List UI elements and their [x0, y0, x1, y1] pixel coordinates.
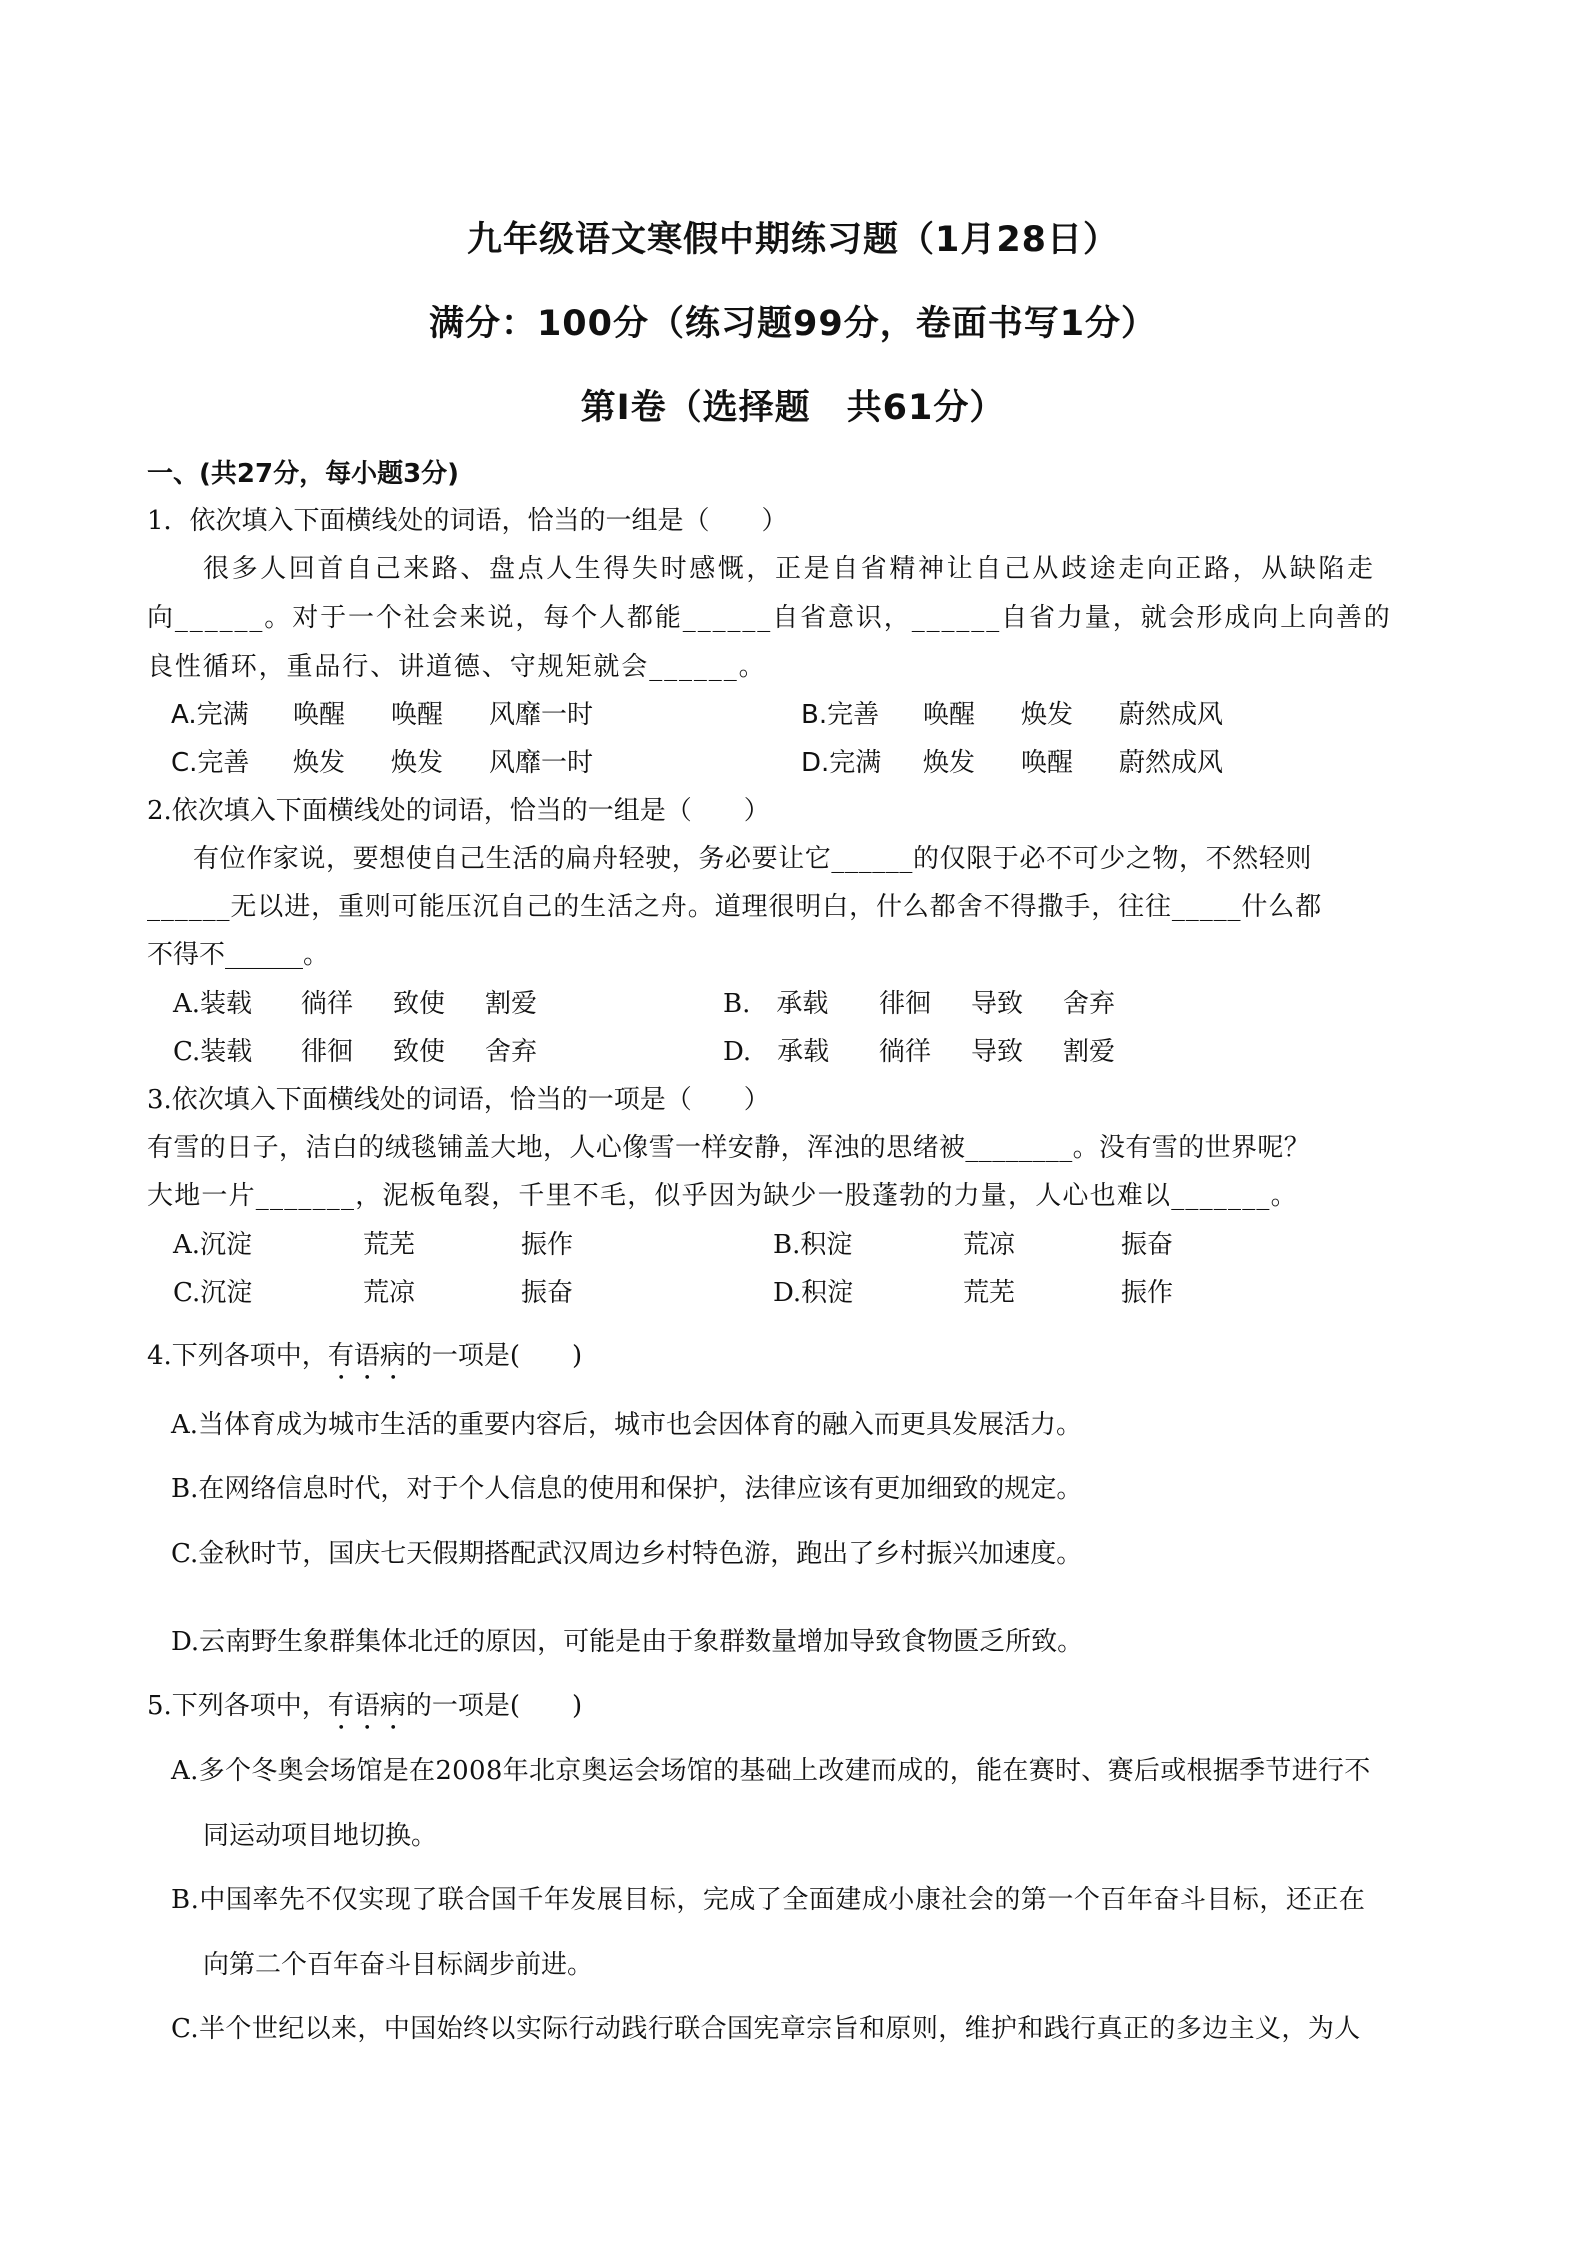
q2-passage-line: ______无以进，重则可能压沉自己的生活之舟。道理很明白，什么都舍不得撒手，往往_____什么都 — [147, 892, 1323, 922]
q1-passage-line: 向______。对于一个社会来说，每个人都能______自省意识，______自省力量，就会形成向上向善的 — [147, 603, 1392, 633]
q4-option-a[interactable]: A.当体育成为城市生活的重要内容后，城市也会因体育的融入而更具发展活力。 — [171, 1410, 1083, 1440]
q2-passage-line: 有位作家说，要想使自己生活的扁舟轻驶，务必要让它______的仅限于必不可少之物，不然轻则 — [193, 844, 1313, 874]
q2-option-c[interactable]: C.装载 徘徊 致使 舍弃 — [173, 1037, 538, 1067]
q1-passage-line: 很多人回首自己来路、盘点人生得失时感慨，正是自省精神让自己从歧途走向正路，从缺陷走 — [203, 554, 1376, 584]
emphasis-text: 有语病 — [327, 1341, 406, 1371]
q1-option-a[interactable]: A.完满 唤醒 唤醒 风靡一时 — [171, 700, 594, 730]
q1-option-b[interactable]: B.完善 唤醒 焕发 蔚然成风 — [801, 700, 1224, 730]
exam-title: 九年级语文寒假中期练习题（1月28日） — [466, 220, 1120, 260]
q3-passage-line: 有雪的日子，洁白的绒毯铺盖大地，人心像雪一样安静，浑浊的思绪被________。没有雪的世界呢？ — [147, 1133, 1311, 1163]
q3-stem: 3.依次填入下面横线处的词语，恰当的一项是（ ） — [147, 1085, 770, 1115]
q5-option-c[interactable]: C.半个世纪以来，中国始终以实际行动践行联合国宪章宗旨和原则，维护和践行真正的多边主义，为人 — [171, 2014, 1361, 2044]
q3-option-a[interactable]: A.沉淀 荒芜 振作 — [173, 1230, 574, 1260]
q2-option-b[interactable]: B. 承载 徘徊 导致 舍弃 — [723, 989, 1116, 1019]
q2-option-a[interactable]: A.装载 徜徉 致使 割爱 — [173, 989, 538, 1019]
q4-option-b[interactable]: B.在网络信息时代，对于个人信息的使用和保护，法律应该有更加细致的规定。 — [171, 1474, 1083, 1504]
q3-passage-line: 大地一片_______，泥板龟裂，千里不毛，似乎因为缺少一股蓬勃的力量，人心也难以_______。 — [147, 1181, 1298, 1211]
q5-stem: 5.下列各项中，有语病的一项是( ) — [147, 1691, 583, 1721]
q4-option-d[interactable]: D.云南野生象群集体北迁的原因，可能是由于象群数量增加导致食物匮乏所致。 — [171, 1627, 1084, 1657]
q3-option-b[interactable]: B.积淀 荒凉 振奋 — [773, 1230, 1174, 1260]
q5-option-a-cont: 同运动项目地切换。 — [203, 1821, 438, 1851]
q5-option-a[interactable]: A.多个冬奥会场馆是在2008年北京奥运会场馆的基础上改建而成的，能在赛时、赛后或根据季节进行不 — [171, 1756, 1371, 1786]
section-heading: 一、(共27分，每小题3分) — [147, 459, 460, 489]
q4-stem: 4.下列各项中，有语病的一项是( ) — [147, 1341, 583, 1371]
q2-option-d[interactable]: D. 承载 徜徉 导致 割爱 — [723, 1037, 1116, 1067]
q3-option-d[interactable]: D.积淀 荒芜 振作 — [773, 1278, 1174, 1308]
q5-option-b[interactable]: B.中国率先不仅实现了联合国千年发展目标，完成了全面建成小康社会的第一个百年奋斗目标，还正在 — [171, 1885, 1366, 1915]
q1-passage-line: 良性循环，重品行、讲道德、守规矩就会______。 — [147, 652, 767, 682]
q2-stem: 2.依次填入下面横线处的词语，恰当的一组是（ ） — [147, 796, 770, 826]
part-title: 第Ⅰ卷（选择题 共61分） — [580, 388, 1006, 428]
score-line: 满分：100分（练习题99分，卷面书写1分） — [428, 304, 1158, 344]
q5-option-b-cont: 向第二个百年奋斗目标阔步前进。 — [203, 1950, 594, 1980]
q2-passage-line: 不得不______。 — [147, 940, 330, 970]
emphasis-text: 有语病 — [327, 1691, 406, 1721]
q3-option-c[interactable]: C.沉淀 荒凉 振奋 — [173, 1278, 574, 1308]
q1-option-c[interactable]: C.完善 焕发 焕发 风靡一时 — [171, 748, 594, 778]
q1-option-d[interactable]: D.完满 焕发 唤醒 蔚然成风 — [801, 748, 1224, 778]
q4-option-c[interactable]: C.金秋时节，国庆七天假期搭配武汉周边乡村特色游，跑出了乡村振兴加速度。 — [171, 1539, 1083, 1569]
q1-stem: 1．依次填入下面横线处的词语，恰当的一组是（ ） — [147, 506, 788, 536]
